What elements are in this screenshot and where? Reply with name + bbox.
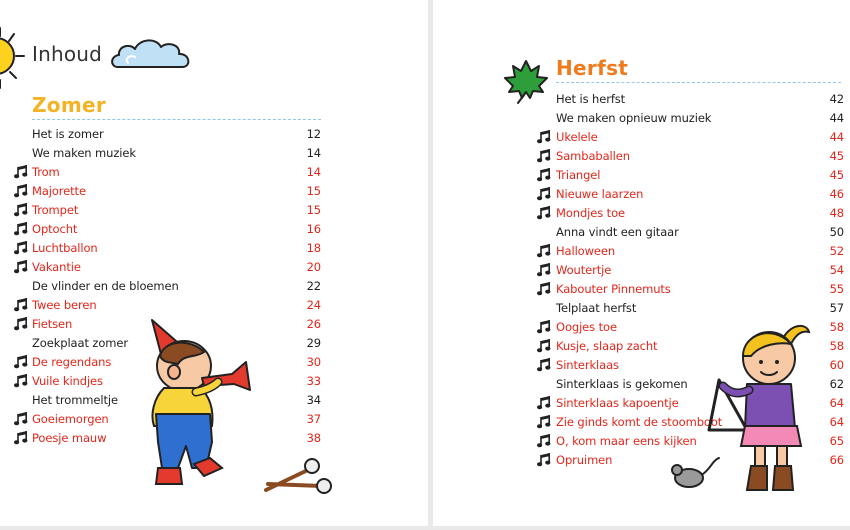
toc-entry-title: De vlinder en de bloemen [32, 279, 179, 293]
toc-entry-song [32, 220, 321, 239]
toc-entry-title: Fietsen [32, 317, 73, 331]
music-note-icon [14, 164, 28, 179]
toc-entry-page-number: 57 [829, 301, 844, 315]
toc-entry-song [556, 242, 844, 261]
toc-entry-title: Kabouter Pinnemuts [556, 282, 671, 296]
toc-entry-page-number: 37 [306, 412, 321, 426]
music-note-icon [537, 148, 551, 163]
toc-entry-song [556, 204, 844, 223]
toc-entry-title: Triangel [556, 168, 601, 182]
toc-entry-page-number: 66 [829, 453, 844, 467]
toc-entry-song [32, 296, 321, 315]
toc-entry-page-number: 45 [829, 149, 844, 163]
toc-entry-page-number: 64 [829, 396, 844, 410]
section-title-herfst: Herfst [556, 56, 629, 80]
left-page [0, 0, 428, 526]
toc-entry-title: Oogjes toe [556, 320, 617, 334]
toc-entry-page-number: 16 [306, 222, 321, 236]
toc-entry-title: Optocht [32, 222, 78, 236]
toc-entry-page-number: 42 [829, 92, 844, 106]
girl-triangle-illustration [661, 318, 850, 498]
toc-entry-song [32, 182, 321, 201]
toc-entry-title: Mondjes toe [556, 206, 625, 220]
toc-entry-song [556, 147, 844, 166]
toc-entry-title: Trom [32, 165, 60, 179]
toc-entry-title: Telplaat herfst [556, 301, 637, 315]
toc-entry-page-number: 15 [306, 203, 321, 217]
toc-entry-title: Anna vindt een gitaar [556, 225, 679, 239]
toc-entry-title: Opruimen [556, 453, 613, 467]
music-note-icon [14, 354, 28, 369]
music-note-icon [537, 129, 551, 144]
music-note-icon [14, 259, 28, 274]
toc-entry-song [556, 185, 844, 204]
toc-entry-title: We maken opnieuw muziek [556, 111, 712, 125]
music-note-icon [537, 395, 551, 410]
cloud-icon [108, 34, 194, 74]
toc-entry-title: Sinterklaas kapoentje [556, 396, 679, 410]
toc-entry-page-number: 33 [306, 374, 321, 388]
music-note-icon [14, 373, 28, 388]
toc-entry-page-number: 60 [829, 358, 844, 372]
toc-entry-song [32, 163, 321, 182]
toc-header-title: Inhoud [32, 42, 103, 66]
music-note-icon [14, 240, 28, 255]
toc-entry-page-number: 62 [829, 377, 844, 391]
toc-entry-page-number: 29 [306, 336, 321, 350]
toc-entry-page-number: 22 [306, 279, 321, 293]
toc-entry-page-number: 34 [306, 393, 321, 407]
music-note-icon [537, 338, 551, 353]
toc-entry-title: Het is herfst [556, 92, 626, 106]
toc-entry-title: Sambaballen [556, 149, 630, 163]
music-note-icon [14, 297, 28, 312]
toc-entry-title: Sinterklaas [556, 358, 619, 372]
toc-entry-page-number: 12 [306, 127, 321, 141]
music-note-icon [537, 452, 551, 467]
boy-trumpet-illustration [140, 318, 340, 498]
toc-entry-page-number: 44 [829, 111, 844, 125]
toc-entry [32, 125, 321, 144]
music-note-icon [537, 357, 551, 372]
section-divider [556, 82, 841, 83]
toc-entry-title: Trompet [32, 203, 79, 217]
toc-entry-page-number: 58 [829, 320, 844, 334]
music-note-icon [14, 202, 28, 217]
music-note-icon [537, 433, 551, 448]
toc-entry-page-number: 15 [306, 184, 321, 198]
music-note-icon [14, 221, 28, 236]
toc-entry-song [32, 239, 321, 258]
music-note-icon [537, 167, 551, 182]
toc-entry-page-number: 55 [829, 282, 844, 296]
toc-entry-song [556, 128, 844, 147]
toc-entry-song [556, 261, 844, 280]
toc-entry-title: Vakantie [32, 260, 81, 274]
toc-entry [556, 299, 844, 318]
music-note-icon [537, 281, 551, 296]
music-note-icon [537, 243, 551, 258]
toc-entry-title: Zie ginds komt de stoomboot [556, 415, 723, 429]
toc-entry-page-number: 52 [829, 244, 844, 258]
sun-icon [0, 26, 30, 90]
toc-entry-song [32, 201, 321, 220]
toc-entry-page-number: 20 [306, 260, 321, 274]
toc-entry-title: Luchtballon [32, 241, 98, 255]
toc-entry-title: Kusje, slaap zacht [556, 339, 658, 353]
toc-entry [32, 277, 321, 296]
toc-entry-title: De regendans [32, 355, 112, 369]
toc-entry-title: Zoekplaat zomer [32, 336, 128, 350]
right-page [433, 0, 850, 526]
music-note-icon [14, 430, 28, 445]
toc-entry-title: Goeiemorgen [32, 412, 109, 426]
music-note-icon [537, 319, 551, 334]
toc-entry-title: O, kom maar eens kijken [556, 434, 697, 448]
music-note-icon [537, 262, 551, 277]
toc-entry-title: Poesje mauw [32, 431, 107, 445]
toc-entry-page-number: 38 [306, 431, 321, 445]
toc-entry [556, 90, 844, 109]
toc-entry-song [556, 280, 844, 299]
toc-entry-title: We maken muziek [32, 146, 136, 160]
toc-entry-page-number: 58 [829, 339, 844, 353]
toc-entry [556, 109, 844, 128]
toc-entry-page-number: 50 [829, 225, 844, 239]
music-note-icon [537, 414, 551, 429]
toc-entry-page-number: 26 [306, 317, 321, 331]
section-divider [32, 119, 321, 120]
toc-entry-title: Het is zomer [32, 127, 104, 141]
music-note-icon [14, 411, 28, 426]
toc-entry [32, 144, 321, 163]
toc-entry-song [32, 258, 321, 277]
toc-entry-title: Halloween [556, 244, 616, 258]
maple-leaf-icon [503, 58, 549, 104]
toc-entry-title: Nieuwe laarzen [556, 187, 644, 201]
toc-entry-page-number: 45 [829, 168, 844, 182]
toc-entry-page-number: 46 [829, 187, 844, 201]
toc-entry-page-number: 44 [829, 130, 844, 144]
music-note-icon [14, 183, 28, 198]
toc-entry-page-number: 14 [306, 165, 321, 179]
toc-entry-page-number: 48 [829, 206, 844, 220]
toc-entry-title: Woutertje [556, 263, 612, 277]
toc-entry-page-number: 24 [306, 298, 321, 312]
section-title-zomer: Zomer [32, 93, 107, 117]
toc-entry-title: Ukelele [556, 130, 598, 144]
toc-entry-title: Het trommeltje [32, 393, 118, 407]
toc-entry [556, 223, 844, 242]
toc-entry-page-number: 30 [306, 355, 321, 369]
toc-entry-page-number: 64 [829, 415, 844, 429]
toc-entry-page-number: 65 [829, 434, 844, 448]
toc-entry-song [556, 166, 844, 185]
toc-entry-page-number: 18 [306, 241, 321, 255]
music-note-icon [537, 186, 551, 201]
music-note-icon [537, 205, 551, 220]
music-note-icon [14, 316, 28, 331]
toc-entry-title: Majorette [32, 184, 86, 198]
toc-entry-title: Vuile kindjes [32, 374, 103, 388]
toc-entry-page-number: 14 [306, 146, 321, 160]
toc-entry-title: Sinterklaas is gekomen [556, 377, 688, 391]
toc-entry-title: Twee beren [32, 298, 97, 312]
toc-entry-page-number: 54 [829, 263, 844, 277]
